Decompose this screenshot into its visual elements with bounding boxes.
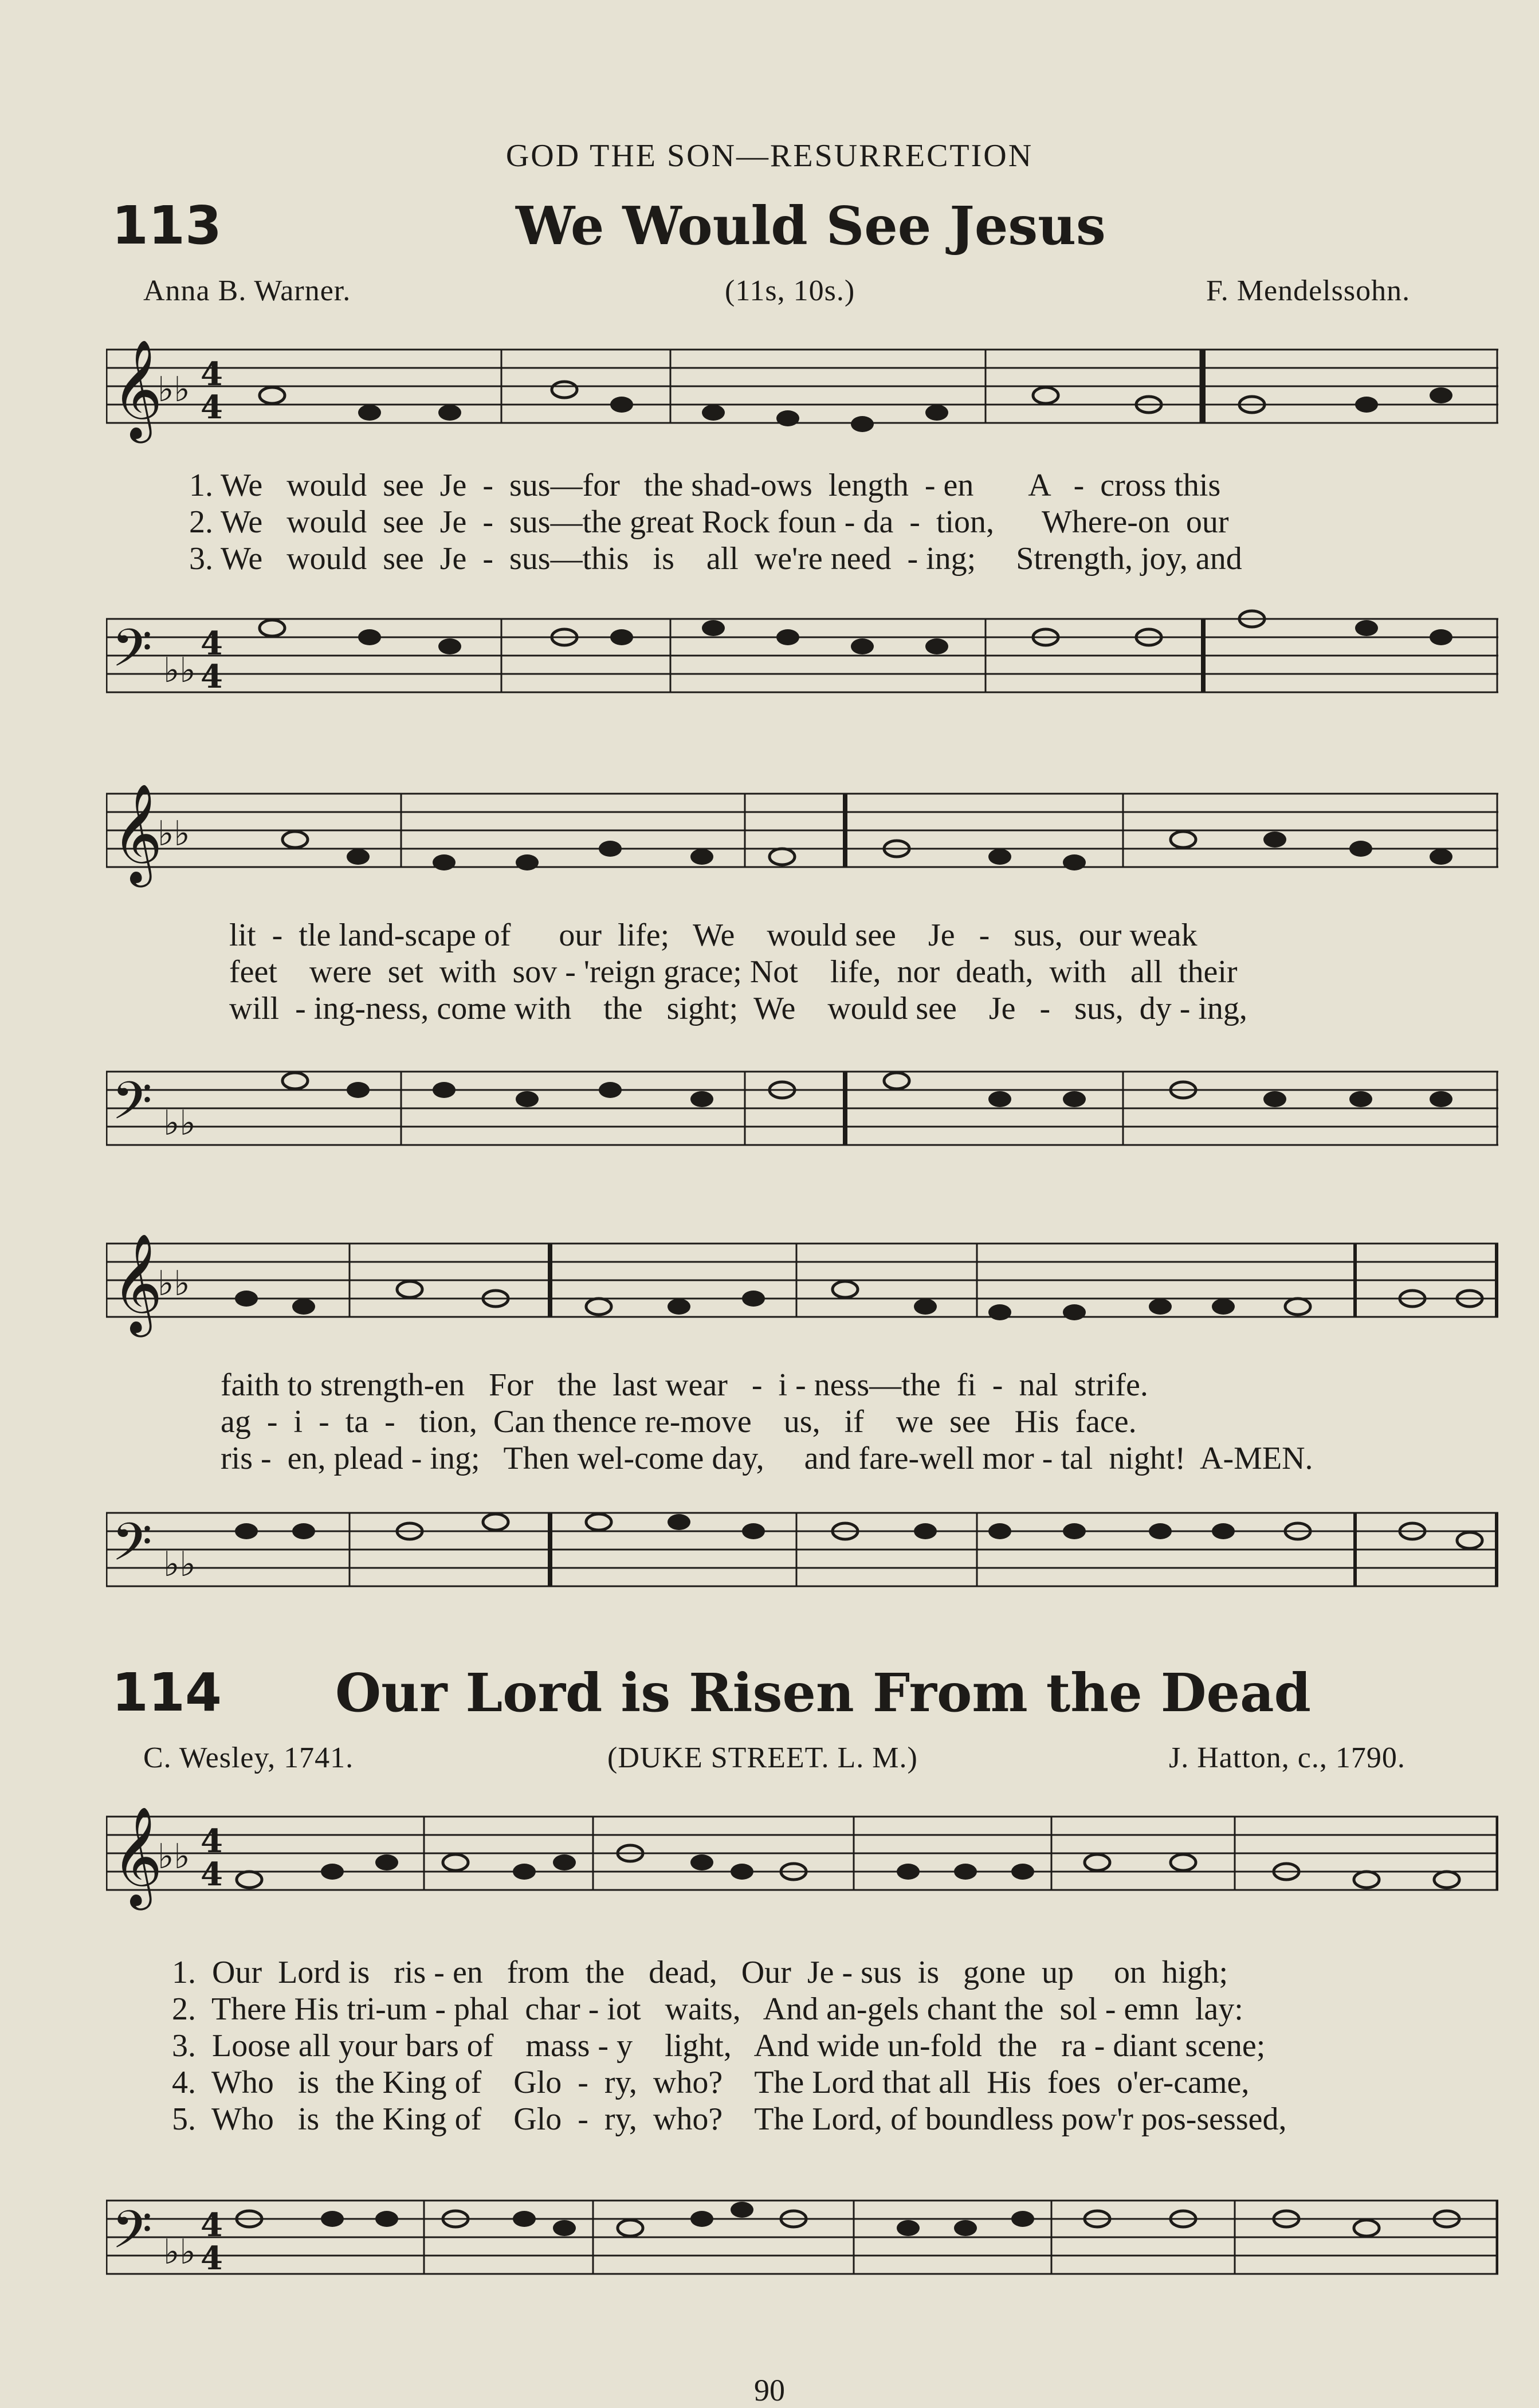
bass-staff-system-1 xyxy=(106,596,1498,711)
hymn-114-lyrics xyxy=(172,1954,1286,2138)
verse-line: 1. We would see Je - sus—for the shad-ows length - en A - cross this xyxy=(189,468,1221,503)
svg-text:4: 4 xyxy=(201,1822,223,1860)
svg-text:𝄢: 𝄢 xyxy=(112,1512,152,1585)
svg-text:𝄞: 𝄞 xyxy=(112,783,163,883)
svg-text:4: 4 xyxy=(201,625,223,662)
svg-text:4: 4 xyxy=(201,389,223,426)
svg-text:4: 4 xyxy=(201,2240,223,2277)
treble-staff-system-2 xyxy=(106,776,1498,891)
svg-text:♭♭: ♭♭ xyxy=(158,1837,190,1877)
hymn-113-lyrics-system-1 xyxy=(189,467,1242,577)
hymn-113-meter: (11s, 10s.) xyxy=(725,274,855,307)
verse-line: 3. Loose all your bars of mass - y light, And wide un-fold the ra - diant scene; xyxy=(172,2028,1266,2064)
svg-text:𝄞: 𝄞 xyxy=(112,339,163,439)
hymn-113-author: Anna B. Warner. xyxy=(143,274,351,307)
svg-text:♭♭: ♭♭ xyxy=(158,814,190,854)
verse-line: ris - en, plead - ing; Then wel-come day, and fare-well mor - tal night! A-MEN. xyxy=(221,1441,1313,1476)
hymn-113-composer: F. Mendelssohn. xyxy=(1206,274,1411,307)
svg-text:4: 4 xyxy=(201,1856,223,1893)
svg-text:𝄢: 𝄢 xyxy=(112,618,152,691)
svg-text:4: 4 xyxy=(201,2206,223,2244)
verse-line: feet were set with sov - 'reign grace; Not life, nor death, with all their xyxy=(229,954,1238,990)
section-heading: GOD THE SON—RESURRECTION xyxy=(505,138,1034,174)
svg-text:𝄞: 𝄞 xyxy=(112,1233,163,1333)
treble-staff-system-3 xyxy=(106,1226,1498,1341)
hymn-114-author: C. Wesley, 1741. xyxy=(143,1742,354,1774)
verse-line: lit - tle land-scape of our life; We would see Je - sus, our weak xyxy=(229,917,1198,953)
svg-text:4: 4 xyxy=(201,355,223,393)
verse-line: faith to strength-en For the last wear - i - ness—the fi - nal strife. xyxy=(221,1367,1148,1403)
verse-line: 3. We would see Je - sus—this is all we're need - ing; Strength, joy, and xyxy=(189,541,1242,576)
svg-text:♭♭: ♭♭ xyxy=(158,1264,190,1304)
verse-line: 2. We would see Je - sus—the great Rock foun - da - tion, Where-on our xyxy=(189,504,1229,540)
svg-text:𝄞: 𝄞 xyxy=(112,1806,163,1906)
bass-staff-system-2 xyxy=(106,1049,1498,1163)
verse-line: will - ing-ness, come with the sight; We would see Je - sus, dy - ing, xyxy=(229,991,1247,1026)
hymn-113-number: 113 xyxy=(112,195,222,256)
svg-text:♭♭: ♭♭ xyxy=(163,1103,196,1143)
svg-text:♭♭: ♭♭ xyxy=(163,1544,196,1585)
hymn-114-number: 114 xyxy=(112,1662,222,1723)
verse-line: 2. There His tri-um - phal char - iot waits, And an-gels chant the sol - emn lay: xyxy=(172,1991,1243,2027)
hymn-113-title: We Would See Jesus xyxy=(516,195,1106,257)
svg-text:♭♭: ♭♭ xyxy=(163,650,196,691)
verse-line: 1. Our Lord is ris - en from the dead, Our Je - sus is gone up on high; xyxy=(172,1955,1228,1990)
hymn-114-meter: (DUKE STREET. L. M.) xyxy=(607,1742,918,1774)
svg-text:♭♭: ♭♭ xyxy=(163,2232,196,2272)
hymn-114-composer: J. Hatton, c., 1790. xyxy=(1169,1742,1405,1774)
verse-line: 4. Who is the King of Glo - ry, who? The Lord that all His foes o'er-came, xyxy=(172,2065,1250,2100)
bass-staff-hymn-114 xyxy=(106,2178,1498,2292)
hymn-113-lyrics-system-3 xyxy=(221,1367,1313,1477)
treble-staff-hymn-114 xyxy=(106,1799,1498,1914)
svg-text:4: 4 xyxy=(201,658,223,696)
hymn-114-title: Our Lord is Risen From the Dead xyxy=(335,1662,1311,1724)
page-number: 90 xyxy=(754,2373,785,2407)
treble-staff-system-1 xyxy=(106,332,1498,447)
svg-text:𝄢: 𝄢 xyxy=(112,1070,152,1144)
bass-staff-system-3 xyxy=(106,1490,1498,1605)
hymn-113-lyrics-system-2 xyxy=(229,917,1247,1027)
svg-text:𝄢: 𝄢 xyxy=(112,2199,152,2273)
verse-line: 5. Who is the King of Glo - ry, who? The Lord, of boundless pow'r pos-sessed, xyxy=(172,2101,1287,2137)
svg-text:♭♭: ♭♭ xyxy=(158,370,190,410)
verse-line: ag - i - ta - tion, Can thence re-move us, if we see His face. xyxy=(221,1404,1137,1440)
